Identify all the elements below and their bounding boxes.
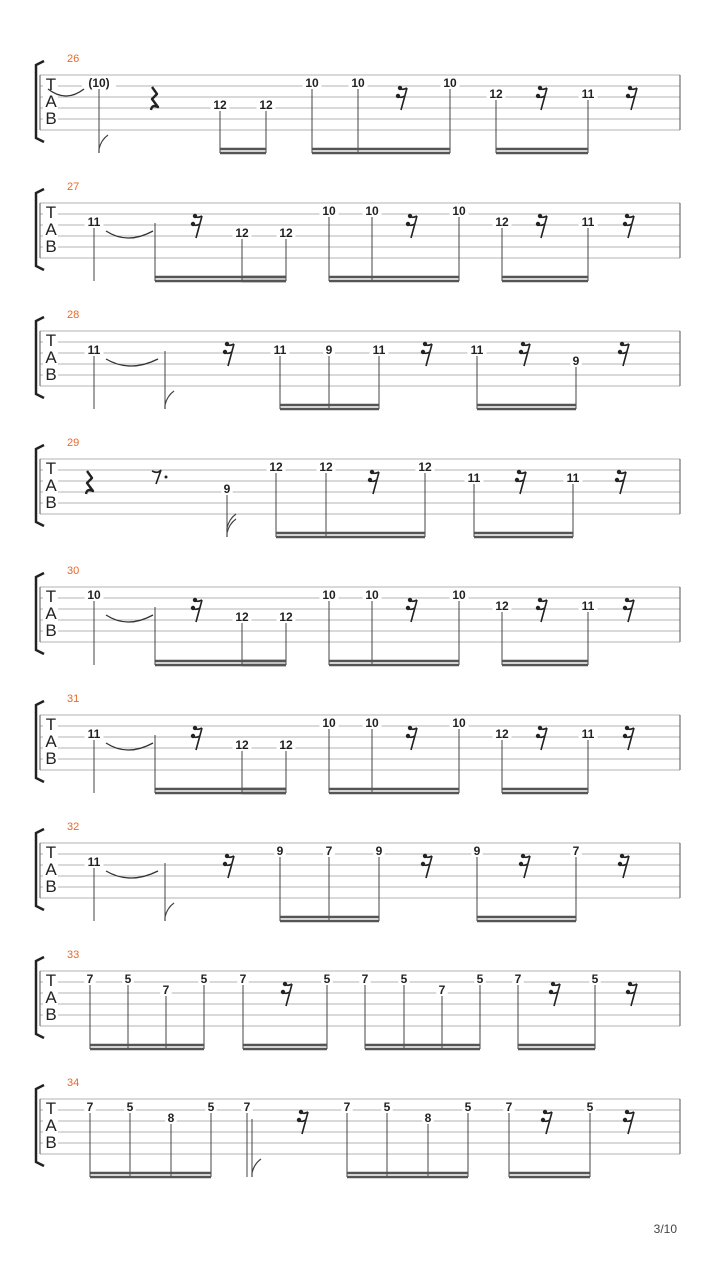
rest-icon [192, 727, 202, 750]
rest-icon [192, 215, 202, 238]
rest-icon [550, 983, 560, 1006]
flag-icon [252, 1159, 261, 1177]
rest-dot [541, 1118, 545, 1122]
tie-arc [106, 231, 153, 238]
fret-number: 7 [86, 1100, 94, 1114]
rest-dot [406, 734, 410, 738]
measure-number: 30 [67, 565, 80, 577]
measure-number: 34 [67, 1077, 80, 1089]
tab-letter: B [45, 365, 57, 384]
rest-icon [537, 215, 547, 238]
rest-dot [370, 470, 374, 474]
tab-letter: B [45, 1133, 57, 1152]
tab-letter: T [45, 587, 57, 606]
fret-number: 12 [213, 98, 227, 112]
rest-dot [396, 94, 400, 98]
fret-number: 10 [351, 76, 365, 90]
rest-dot [538, 598, 542, 602]
rest-icon [422, 855, 432, 878]
measure-number: 32 [67, 821, 80, 833]
rest-dot [408, 726, 412, 730]
fret-number: 10 [365, 204, 379, 218]
tab-system [36, 1077, 680, 1177]
rest-icon [627, 87, 637, 110]
tab-letter: B [45, 749, 57, 768]
measure-number: 27 [67, 181, 80, 193]
rest-icon [520, 855, 530, 878]
rest-icon [224, 343, 234, 366]
rest-dot [519, 350, 523, 354]
fret-number: 5 [207, 1100, 215, 1114]
rest-dot [517, 470, 521, 474]
rest-dot [623, 734, 627, 738]
tab-system [36, 53, 680, 153]
rest-dot [423, 342, 427, 346]
measure-number: 31 [67, 693, 80, 705]
fret-number: 10 [452, 588, 466, 602]
tab-letter: A [45, 860, 57, 879]
rest-dot [536, 222, 540, 226]
tab-letter: T [45, 331, 57, 350]
fret-number: 10 [322, 716, 336, 730]
rest-dot [406, 222, 410, 226]
tie-arc [106, 871, 158, 878]
rest-dot [223, 350, 227, 354]
rest-icon [619, 343, 629, 366]
rest-dot [423, 854, 427, 858]
tab-system [36, 821, 680, 921]
tab-letter: T [45, 715, 57, 734]
tab-letter: A [45, 604, 57, 623]
rest-dot [538, 86, 542, 90]
tab-system [36, 693, 680, 793]
eighth-rest-icon [152, 470, 161, 484]
rest-icon [397, 87, 407, 110]
fret-number: 5 [464, 1100, 472, 1114]
fret-number: 5 [323, 972, 331, 986]
fret-number: 10 [443, 76, 457, 90]
fret-number: 10 [452, 204, 466, 218]
rest-dot [521, 342, 525, 346]
page-number: 3/10 [653, 1222, 677, 1236]
measure-number: 26 [67, 53, 80, 65]
rest-dot [617, 470, 621, 474]
fret-number: 5 [586, 1100, 594, 1114]
fret-number: 7 [325, 844, 333, 858]
fret-number: 10 [365, 716, 379, 730]
fret-number: 9 [325, 343, 333, 357]
rest-dot [193, 598, 197, 602]
tab-letter: T [45, 1099, 57, 1118]
rest-dot [625, 598, 629, 602]
tab-letter: T [45, 459, 57, 478]
rest-dot [421, 862, 425, 866]
fret-number: 7 [86, 972, 94, 986]
fret-number: 5 [400, 972, 408, 986]
rest-dot [536, 734, 540, 738]
tab-letter: A [45, 476, 57, 495]
rest-icon [422, 343, 432, 366]
rest-dot [225, 854, 229, 858]
rest-dot [519, 862, 523, 866]
rest-icon [537, 87, 547, 110]
fret-number: 11 [467, 471, 481, 485]
measure-number: 33 [67, 949, 80, 961]
tab-system [36, 309, 680, 409]
quarter-rest-icon [86, 471, 93, 494]
fret-number: 12 [259, 98, 273, 112]
rest-dot [628, 982, 632, 986]
rest-dot [191, 606, 195, 610]
rest-icon [407, 727, 417, 750]
fret-number: 8 [424, 1111, 432, 1125]
fret-number: 11 [87, 215, 101, 229]
fret-number: 12 [418, 460, 432, 474]
fret-number: 11 [566, 471, 580, 485]
rest-dot [536, 94, 540, 98]
fret-number: 12 [279, 610, 293, 624]
rest-dot [625, 1110, 629, 1114]
rest-dot [521, 854, 525, 858]
rest-dot [191, 222, 195, 226]
rest-icon [616, 471, 626, 494]
fret-number: 11 [470, 343, 484, 357]
rest-dot [623, 1118, 627, 1122]
tab-system [36, 565, 680, 665]
tie-arc [106, 359, 158, 366]
rest-dot [543, 1110, 547, 1114]
rest-dot [515, 478, 519, 482]
fret-number: 7 [505, 1100, 513, 1114]
rest-dot [283, 982, 287, 986]
rest-icon [192, 599, 202, 622]
tab-letter: T [45, 203, 57, 222]
tab-letter: B [45, 621, 57, 640]
rest-dot [223, 862, 227, 866]
fret-number: 11 [372, 343, 386, 357]
fret-number: 10 [87, 588, 101, 602]
fret-number: 11 [581, 87, 595, 101]
rest-dot [408, 598, 412, 602]
rest-dot [625, 214, 629, 218]
fret-number: 9 [223, 482, 231, 496]
fret-number: 12 [279, 738, 293, 752]
flag-icon [165, 903, 174, 921]
fret-number: 10 [305, 76, 319, 90]
fret-number: 5 [591, 972, 599, 986]
tab-letter: B [45, 237, 57, 256]
rest-dot [628, 86, 632, 90]
rest-dot [549, 990, 553, 994]
rest-icon [298, 1111, 308, 1134]
fret-number: 10 [322, 204, 336, 218]
tab-letter: A [45, 732, 57, 751]
rest-icon [624, 1111, 634, 1134]
fret-number: 12 [489, 87, 503, 101]
rest-dot [536, 606, 540, 610]
fret-number: 12 [495, 215, 509, 229]
tab-letter: T [45, 75, 57, 94]
fret-number: 11 [87, 855, 101, 869]
rest-dot [281, 990, 285, 994]
fret-number: 12 [269, 460, 283, 474]
fret-number: 7 [438, 983, 446, 997]
fret-number: 5 [200, 972, 208, 986]
flag-icon [227, 519, 236, 537]
fret-number: 10 [365, 588, 379, 602]
rest-icon [624, 599, 634, 622]
dot-icon [165, 476, 168, 479]
tab-system [36, 437, 680, 537]
tab-letter: T [45, 843, 57, 862]
rest-dot [299, 1110, 303, 1114]
tie-arc [106, 615, 153, 622]
tab-system [36, 181, 680, 281]
rest-icon [619, 855, 629, 878]
fret-number: 12 [235, 738, 249, 752]
rest-dot [421, 350, 425, 354]
rest-icon [520, 343, 530, 366]
rest-dot [623, 222, 627, 226]
tab-letter: B [45, 877, 57, 896]
rest-dot [193, 726, 197, 730]
tab-letter: A [45, 988, 57, 1007]
tab-letter: B [45, 493, 57, 512]
tab-letter: A [45, 1116, 57, 1135]
fret-number: (10) [88, 76, 110, 90]
tab-letter: A [45, 92, 57, 111]
rest-icon [407, 599, 417, 622]
fret-number: 7 [162, 983, 170, 997]
rest-dot [625, 726, 629, 730]
measure-number: 29 [67, 437, 80, 449]
fret-number: 5 [476, 972, 484, 986]
fret-number: 11 [87, 727, 101, 741]
rest-dot [620, 342, 624, 346]
rest-dot [623, 606, 627, 610]
rest-icon [537, 599, 547, 622]
measure-number: 28 [67, 309, 80, 321]
fret-number: 9 [276, 844, 284, 858]
rest-dot [618, 862, 622, 866]
rest-icon [369, 471, 379, 494]
fret-number: 11 [87, 343, 101, 357]
rest-dot [538, 214, 542, 218]
fret-number: 11 [273, 343, 287, 357]
tab-letter: A [45, 348, 57, 367]
fret-number: 9 [473, 844, 481, 858]
fret-number: 7 [361, 972, 369, 986]
rest-icon [542, 1111, 552, 1134]
fret-number: 5 [124, 972, 132, 986]
rest-dot [408, 214, 412, 218]
fret-number: 10 [322, 588, 336, 602]
fret-number: 8 [167, 1111, 175, 1125]
fret-number: 12 [319, 460, 333, 474]
tab-letter: A [45, 220, 57, 239]
rest-dot [551, 982, 555, 986]
flag-icon [165, 391, 174, 409]
rest-dot [406, 606, 410, 610]
rest-dot [620, 854, 624, 858]
fret-number: 11 [581, 727, 595, 741]
rest-dot [398, 86, 402, 90]
fret-number: 7 [572, 844, 580, 858]
fret-number: 12 [235, 226, 249, 240]
rest-icon [627, 983, 637, 1006]
tab-system [36, 949, 680, 1049]
fret-number: 7 [514, 972, 522, 986]
rest-dot [626, 94, 630, 98]
rest-icon [537, 727, 547, 750]
rest-dot [626, 990, 630, 994]
fret-number: 5 [126, 1100, 134, 1114]
fret-number: 11 [581, 215, 595, 229]
fret-number: 12 [495, 599, 509, 613]
fret-number: 7 [343, 1100, 351, 1114]
fret-number: 12 [279, 226, 293, 240]
flag-icon [99, 135, 108, 153]
rest-dot [225, 342, 229, 346]
rest-dot [193, 214, 197, 218]
fret-number: 12 [235, 610, 249, 624]
fret-number: 5 [383, 1100, 391, 1114]
tab-letter: B [45, 1005, 57, 1024]
rest-dot [615, 478, 619, 482]
fret-number: 10 [452, 716, 466, 730]
rest-dot [297, 1118, 301, 1122]
fret-number: 7 [243, 1100, 251, 1114]
rest-dot [538, 726, 542, 730]
rest-icon [282, 983, 292, 1006]
quarter-rest-icon [151, 87, 158, 110]
fret-number: 11 [581, 599, 595, 613]
rest-icon [516, 471, 526, 494]
fret-number: 9 [572, 354, 580, 368]
tab-letter: B [45, 109, 57, 128]
fret-number: 9 [375, 844, 383, 858]
rest-icon [624, 727, 634, 750]
tab-letter: T [45, 971, 57, 990]
fret-number: 7 [239, 972, 247, 986]
fret-number: 12 [495, 727, 509, 741]
tie-arc [106, 743, 153, 750]
rest-dot [368, 478, 372, 482]
rest-dot [191, 734, 195, 738]
rest-dot [618, 350, 622, 354]
rest-icon [624, 215, 634, 238]
rest-icon [224, 855, 234, 878]
rest-icon [407, 215, 417, 238]
